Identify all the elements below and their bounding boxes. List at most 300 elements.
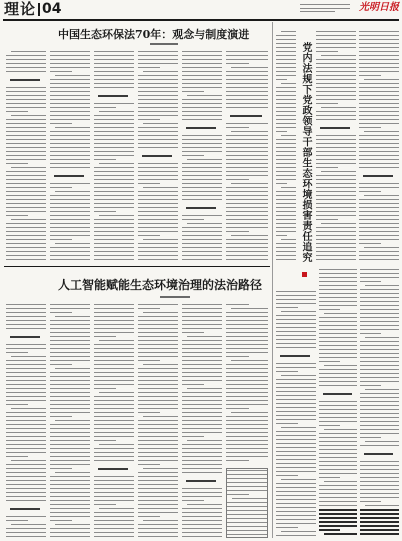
text-line — [226, 259, 268, 260]
text-line — [226, 424, 268, 425]
text-line — [138, 452, 178, 453]
text-line — [231, 235, 268, 236]
text-line — [55, 420, 90, 421]
text-line — [316, 35, 356, 36]
text-line — [6, 215, 28, 216]
text-line — [50, 99, 90, 100]
text-line — [50, 211, 90, 212]
text-line — [6, 143, 46, 144]
text-line — [94, 147, 134, 148]
text-line — [360, 353, 399, 354]
text-line — [276, 307, 298, 308]
text-line — [319, 329, 357, 330]
text-line — [316, 135, 356, 136]
text-line — [276, 487, 316, 488]
text-line — [138, 199, 178, 200]
text-line — [319, 473, 357, 474]
text-line — [360, 513, 399, 515]
text-line — [226, 332, 268, 333]
text-line — [276, 111, 296, 112]
text-line — [6, 376, 46, 377]
byline-top — [150, 43, 178, 45]
text-line — [138, 320, 178, 321]
text-line — [6, 91, 46, 92]
text-line — [227, 510, 267, 511]
text-line — [138, 83, 178, 84]
text-line — [319, 333, 357, 334]
text-line — [364, 195, 399, 196]
text-line — [6, 304, 46, 305]
text-line — [316, 99, 356, 100]
text-line — [276, 379, 316, 380]
text-line — [226, 107, 268, 108]
text-line — [276, 63, 296, 64]
text-line — [182, 119, 222, 120]
text-line — [138, 484, 178, 485]
text-line — [360, 521, 399, 523]
text-line — [359, 223, 399, 224]
text-line — [94, 59, 134, 60]
text-line — [143, 239, 178, 240]
text-line — [182, 239, 222, 240]
text-line — [360, 317, 399, 318]
text-line — [226, 63, 249, 64]
text-line — [182, 432, 222, 433]
text-line — [50, 496, 90, 497]
text-line — [316, 119, 356, 120]
text-line — [94, 328, 134, 329]
text-line — [360, 489, 399, 490]
text-line — [6, 171, 46, 172]
text-line — [6, 127, 46, 128]
text-line — [50, 392, 90, 393]
text-line — [359, 199, 399, 200]
text-line — [94, 344, 134, 345]
text-line — [182, 380, 222, 381]
text-line — [6, 199, 46, 200]
text-line — [359, 91, 399, 92]
text-line — [50, 135, 90, 136]
text-line — [365, 285, 399, 286]
text-line — [182, 243, 222, 244]
text-line — [138, 324, 178, 325]
text-line — [359, 111, 399, 112]
text-line — [359, 183, 399, 184]
text-line — [138, 75, 178, 76]
text-line — [226, 163, 268, 164]
text-line — [316, 111, 356, 112]
text-line — [94, 364, 134, 365]
text-line — [360, 373, 399, 374]
text-line — [138, 147, 178, 148]
text-line — [319, 453, 357, 454]
text-line — [138, 348, 178, 349]
text-line — [6, 55, 46, 56]
text-line — [316, 43, 356, 44]
text-line — [276, 203, 296, 204]
text-line — [319, 413, 357, 414]
text-line — [319, 477, 340, 478]
text-line — [316, 155, 356, 156]
text-line — [226, 376, 268, 377]
text-line — [226, 127, 249, 128]
text-line — [182, 452, 222, 453]
text-line — [316, 227, 356, 228]
text-line — [226, 135, 268, 136]
text-line — [187, 159, 222, 160]
text-line — [94, 259, 134, 260]
text-line — [319, 349, 357, 350]
text-line — [324, 365, 357, 366]
text-line — [138, 432, 178, 433]
text-line — [276, 107, 296, 108]
text-line — [182, 448, 222, 449]
text-line — [324, 481, 357, 482]
text-line — [227, 470, 267, 471]
text-line — [226, 364, 268, 365]
text-line — [6, 520, 28, 521]
text-line — [324, 313, 357, 314]
text-line — [360, 305, 399, 306]
text-line — [94, 424, 134, 425]
text-line — [316, 63, 356, 64]
text-line — [138, 372, 178, 373]
text-line — [138, 207, 178, 208]
text-line — [276, 87, 296, 88]
article-bottom-column-3 — [94, 303, 134, 539]
text-line — [6, 151, 46, 152]
text-line — [143, 520, 178, 521]
page-number: 04 — [42, 1, 62, 17]
text-line — [182, 404, 222, 405]
text-line — [50, 131, 90, 132]
text-line — [94, 476, 134, 477]
text-line — [94, 167, 134, 168]
text-line — [50, 159, 90, 160]
text-line — [182, 91, 204, 92]
text-line — [6, 412, 46, 413]
text-line — [182, 199, 222, 200]
text-line — [316, 183, 356, 184]
text-line — [360, 533, 399, 535]
text-line — [6, 131, 46, 132]
text-line — [227, 522, 267, 523]
text-line — [226, 187, 268, 188]
text-line — [6, 135, 46, 136]
text-line — [138, 111, 178, 112]
text-line — [94, 420, 134, 421]
text-line — [276, 503, 316, 504]
text-line — [276, 439, 316, 440]
text-line — [94, 151, 134, 152]
text-line — [182, 316, 222, 317]
text-line — [276, 55, 296, 56]
text-line — [360, 429, 399, 430]
text-line — [319, 377, 357, 378]
text-line — [6, 163, 28, 164]
article-top-column-1 — [6, 50, 46, 262]
text-line — [281, 31, 296, 32]
text-line — [360, 473, 399, 474]
text-line — [182, 304, 222, 305]
text-line — [319, 521, 357, 523]
text-line — [319, 353, 357, 354]
text-line — [226, 199, 268, 200]
text-line — [94, 75, 134, 76]
text-line — [360, 269, 399, 270]
text-line — [226, 336, 268, 337]
text-line — [359, 155, 399, 156]
text-line — [182, 508, 222, 509]
text-line — [50, 356, 90, 357]
text-line — [226, 392, 268, 393]
text-line — [231, 308, 268, 309]
text-line — [6, 183, 46, 184]
text-line — [360, 325, 399, 326]
text-line — [50, 95, 90, 96]
text-line — [50, 332, 90, 333]
text-line — [138, 247, 178, 248]
text-line — [182, 71, 222, 72]
text-line — [281, 83, 296, 84]
text-line — [227, 494, 249, 495]
text-line — [319, 505, 357, 506]
text-line — [182, 51, 222, 52]
text-line — [6, 484, 46, 485]
text-line — [360, 301, 399, 302]
text-line — [50, 215, 90, 216]
text-line — [50, 247, 90, 248]
text-line — [6, 328, 46, 329]
text-line — [316, 175, 356, 176]
text-line — [321, 55, 356, 56]
text-line — [360, 321, 399, 322]
text-line — [50, 484, 90, 485]
text-line — [360, 365, 399, 366]
text-line — [50, 139, 90, 140]
text-line — [138, 424, 178, 425]
text-line — [182, 139, 222, 140]
text-line — [6, 211, 46, 212]
text-line — [50, 532, 90, 533]
text-line — [138, 336, 178, 337]
text-line — [359, 47, 399, 48]
text-line — [182, 99, 222, 100]
text-line — [226, 400, 268, 401]
text-line — [50, 384, 90, 385]
text-line — [50, 324, 90, 325]
text-line — [6, 155, 46, 156]
text-line — [94, 107, 116, 108]
text-line — [55, 127, 90, 128]
text-line — [276, 371, 298, 372]
text-line — [50, 51, 90, 52]
text-line — [50, 199, 90, 200]
article-bottom-column-1 — [6, 303, 46, 539]
text-line — [300, 4, 350, 5]
text-line — [276, 383, 316, 384]
text-line — [276, 227, 296, 228]
text-line — [50, 380, 90, 381]
text-line — [182, 400, 222, 401]
text-line — [94, 123, 134, 124]
text-line — [226, 227, 268, 228]
text-line — [276, 519, 316, 520]
text-line — [50, 147, 90, 148]
text-line — [94, 428, 134, 429]
text-line — [138, 219, 178, 220]
text-line — [182, 67, 222, 68]
text-line — [360, 381, 399, 382]
text-line — [138, 316, 178, 317]
text-line — [316, 219, 338, 220]
text-line — [50, 304, 90, 305]
text-line — [182, 524, 222, 525]
text-line — [276, 215, 296, 216]
text-line — [276, 511, 316, 512]
text-line — [359, 167, 399, 168]
article-headline-bottom: 人工智能赋能生态环境治理的法治路径 — [58, 278, 263, 292]
text-line — [138, 428, 178, 429]
text-line — [6, 235, 46, 236]
text-line — [281, 427, 316, 428]
text-line — [182, 107, 222, 108]
text-line — [276, 515, 316, 516]
text-line — [6, 239, 46, 240]
text-line — [359, 231, 399, 232]
text-line — [50, 456, 90, 457]
text-line — [227, 530, 267, 531]
text-line — [227, 506, 267, 507]
text-line — [226, 404, 268, 405]
text-line — [276, 155, 296, 156]
text-line — [360, 413, 399, 414]
text-line — [276, 123, 296, 124]
text-line — [276, 319, 316, 320]
text-line — [94, 488, 134, 489]
text-line — [94, 67, 134, 68]
text-line — [6, 440, 46, 441]
text-line — [231, 412, 268, 413]
text-line — [99, 508, 134, 509]
text-line — [50, 63, 90, 64]
text-line — [6, 111, 28, 112]
text-line — [316, 39, 356, 40]
text-line — [138, 223, 178, 224]
text-line — [359, 87, 399, 88]
text-line — [182, 227, 222, 228]
text-line — [182, 55, 222, 56]
text-line — [182, 187, 222, 188]
text-line — [276, 391, 316, 392]
text-line — [6, 99, 46, 100]
text-line — [6, 223, 46, 224]
text-line — [359, 67, 399, 68]
article-bottom-column-5 — [182, 303, 222, 539]
subheading-line — [10, 336, 40, 338]
text-line — [94, 247, 134, 248]
text-line — [226, 251, 268, 252]
text-line — [11, 167, 46, 168]
text-line — [232, 498, 267, 499]
text-line — [6, 436, 46, 437]
text-line — [50, 119, 90, 120]
text-line — [365, 505, 399, 506]
text-line — [94, 452, 134, 453]
text-line — [94, 179, 134, 180]
text-line — [316, 91, 356, 92]
text-line — [319, 409, 357, 410]
text-line — [319, 337, 357, 338]
text-line — [276, 247, 296, 248]
text-line — [50, 388, 90, 389]
text-line — [138, 496, 178, 497]
text-line — [94, 388, 116, 389]
article-right-column-3 — [276, 290, 316, 538]
article-top-column-3 — [94, 50, 134, 262]
text-line — [138, 448, 178, 449]
text-line — [138, 175, 178, 176]
text-line — [99, 444, 134, 445]
text-line — [50, 340, 90, 341]
text-line — [6, 227, 46, 228]
text-line — [6, 456, 28, 457]
text-line — [226, 436, 268, 437]
text-line — [319, 297, 357, 298]
text-line — [94, 348, 134, 349]
text-line — [276, 127, 296, 128]
text-line — [50, 83, 90, 84]
text-line — [94, 480, 134, 481]
text-line — [138, 512, 178, 513]
text-line — [226, 143, 268, 144]
text-line — [94, 171, 134, 172]
subheading-line — [98, 95, 128, 97]
text-line — [360, 309, 399, 310]
text-line — [359, 63, 399, 64]
text-line — [6, 195, 46, 196]
text-line — [319, 277, 357, 278]
text-line — [226, 95, 268, 96]
text-line — [182, 111, 222, 112]
text-line — [226, 416, 268, 417]
text-line — [182, 231, 222, 232]
text-line — [319, 497, 357, 498]
text-line — [138, 508, 178, 509]
text-line — [182, 103, 222, 104]
text-line — [94, 372, 134, 373]
text-line — [226, 167, 268, 168]
text-line — [276, 327, 316, 328]
text-line — [276, 255, 296, 256]
header-rule — [3, 19, 399, 21]
text-line — [281, 375, 316, 376]
text-line — [316, 235, 356, 236]
text-line — [138, 87, 178, 88]
subheading-line — [320, 127, 350, 129]
text-line — [359, 243, 381, 244]
text-line — [99, 111, 134, 112]
text-line — [138, 51, 178, 52]
text-line — [226, 255, 268, 256]
text-line — [50, 500, 90, 501]
text-line — [94, 308, 134, 309]
text-line — [94, 440, 116, 441]
text-line — [316, 79, 356, 80]
text-line — [50, 143, 90, 144]
text-line — [50, 259, 90, 260]
text-line — [276, 147, 296, 148]
